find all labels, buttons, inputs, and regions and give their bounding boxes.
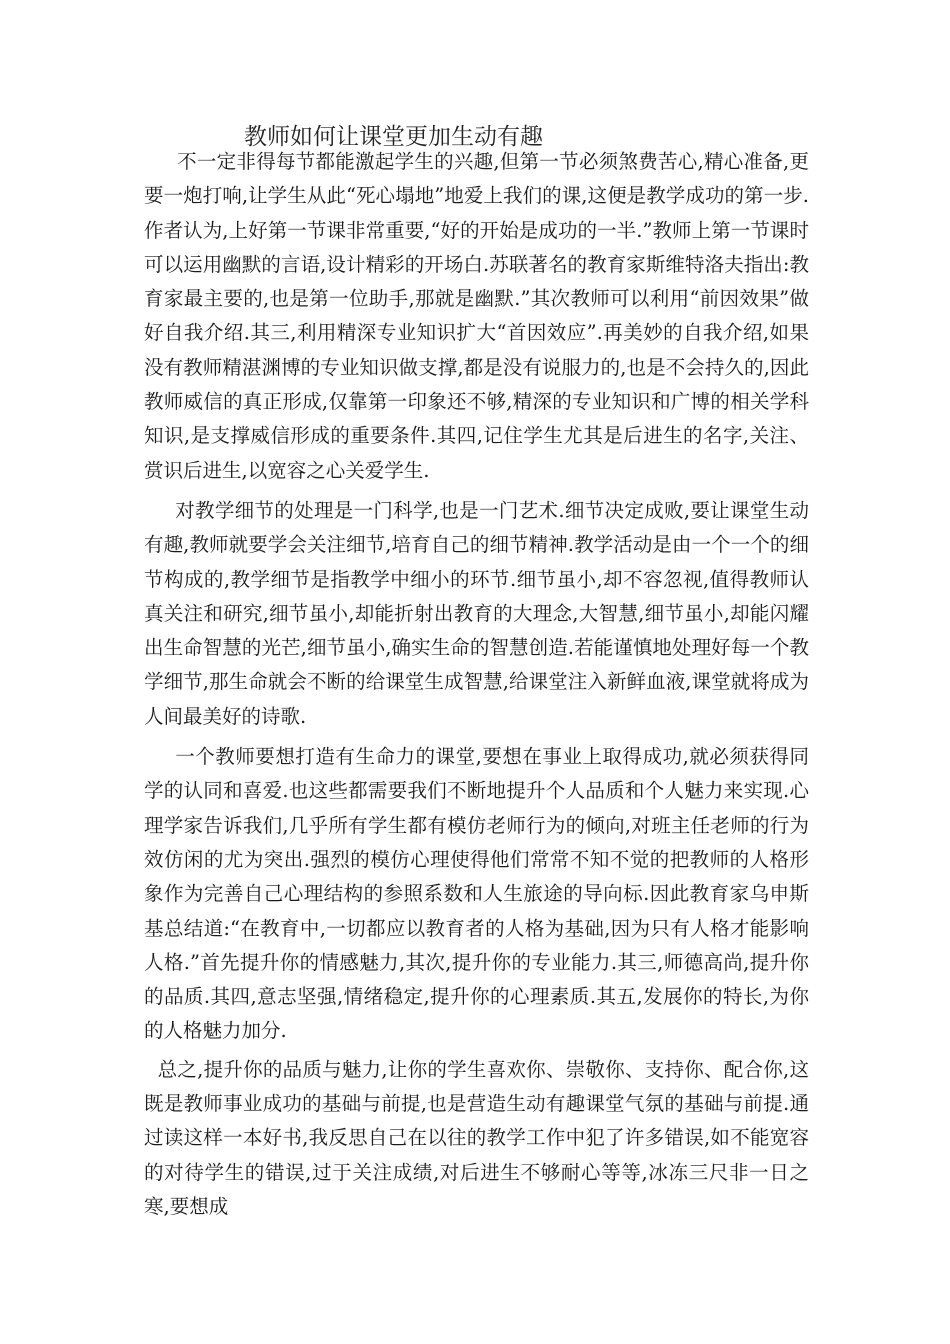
- paragraph-2: 对教学细节的处理是一门科学,也是一门艺术.细节决定成败,要让课堂生动有趣,教师就要学会关注细节,培育自己的细节精神.教学活动是由一个一个的细节构成的,教学细节是指教学中细小的环节.细节虽小,却不容忽视,值得教师认真关注和研究,细节虽小,却能折射出教育的大理念,大智慧,细节虽小,却能闪耀出生命智慧的光芒,细节虽小,确实生命的智慧创造.若能谨慎地处理好每一个教学细节,那生命就会不断的给课堂生成智慧,给课堂注入新鲜血液,课堂就将成为人间最美好的诗歌.: [144, 498, 809, 728]
- paragraph-1: 不一定非得每节都能激起学生的兴趣,但第一节必须煞费苦心,精心准备,更要一炮打响,让学生从此“死心塌地”地爱上我们的课,这便是教学成功的第一步.作者认为,上好第一节课非常重要,“好的开始是成功的一半.”教师上第一节课时可以运用幽默的言语,设计精彩的开场白.苏联著名的教育家斯维特洛夫指出:教育家最主要的,也是第一位助手,那就是幽默.”其次教师可以利用“前因效果”做好自我介绍.其三,利用精深专业知识扩大“首因效应”.再美妙的自我介绍,如果没有教师精湛渊博的专业知识做支撑,都是没有说服力的,也是不会持久的,因此教师威信的真正形成,仅靠第一印象还不够,精深的专业知识和广博的相关学科知识,是支撑威信形成的重要条件.其四,记住学生尤其是后进生的名字,关注、赏识后进生,以宽容之心关爱学生.: [144, 150, 809, 482]
- document-title: 教师如何让课堂更加生动有趣: [244, 124, 543, 150]
- paragraph-4: 总之,提升你的品质与魅力,让你的学生喜欢你、崇敬你、支持你、配合你,这既是教师事业成功的基础与前提,也是营造生动有趣课堂气氛的基础与前提.通过读这样一本好书,我反思自己在以往的教学工作中犯了许多错误,如不能宽容的对待学生的错误,过于关注成绩,对后进生不够耐心等等,冰冻三尺非一日之寒,要想成: [144, 1057, 809, 1218]
- paragraph-3: 一个教师要想打造有生命力的课堂,要想在事业上取得成功,就必须获得同学的认同和喜爱.也这些都需要我们不断地提升个人品质和个人魅力来实现.心理学家告诉我们,几乎所有学生都有模仿老师行为的倾向,对班主任老师的行为效仿闲的尤为突出.强烈的模仿心理使得他们常常不知不觉的把教师的人格形象作为完善自己心理结构的参照系数和人生旅途的导向标.因此教育家乌申斯基总结道:“在教育中,一切都应以教育者的人格为基础,因为只有人格才能影响人格.”首先提升你的情感魅力,其次,提升你的专业能力.其三,师德高尚,提升你的品质.其四,意志坚强,情绪稳定,提升你的心理素质.其五,发展你的特长,为你的人格魅力加分.: [144, 745, 809, 1043]
- document-body: [144, 145, 809, 1224]
